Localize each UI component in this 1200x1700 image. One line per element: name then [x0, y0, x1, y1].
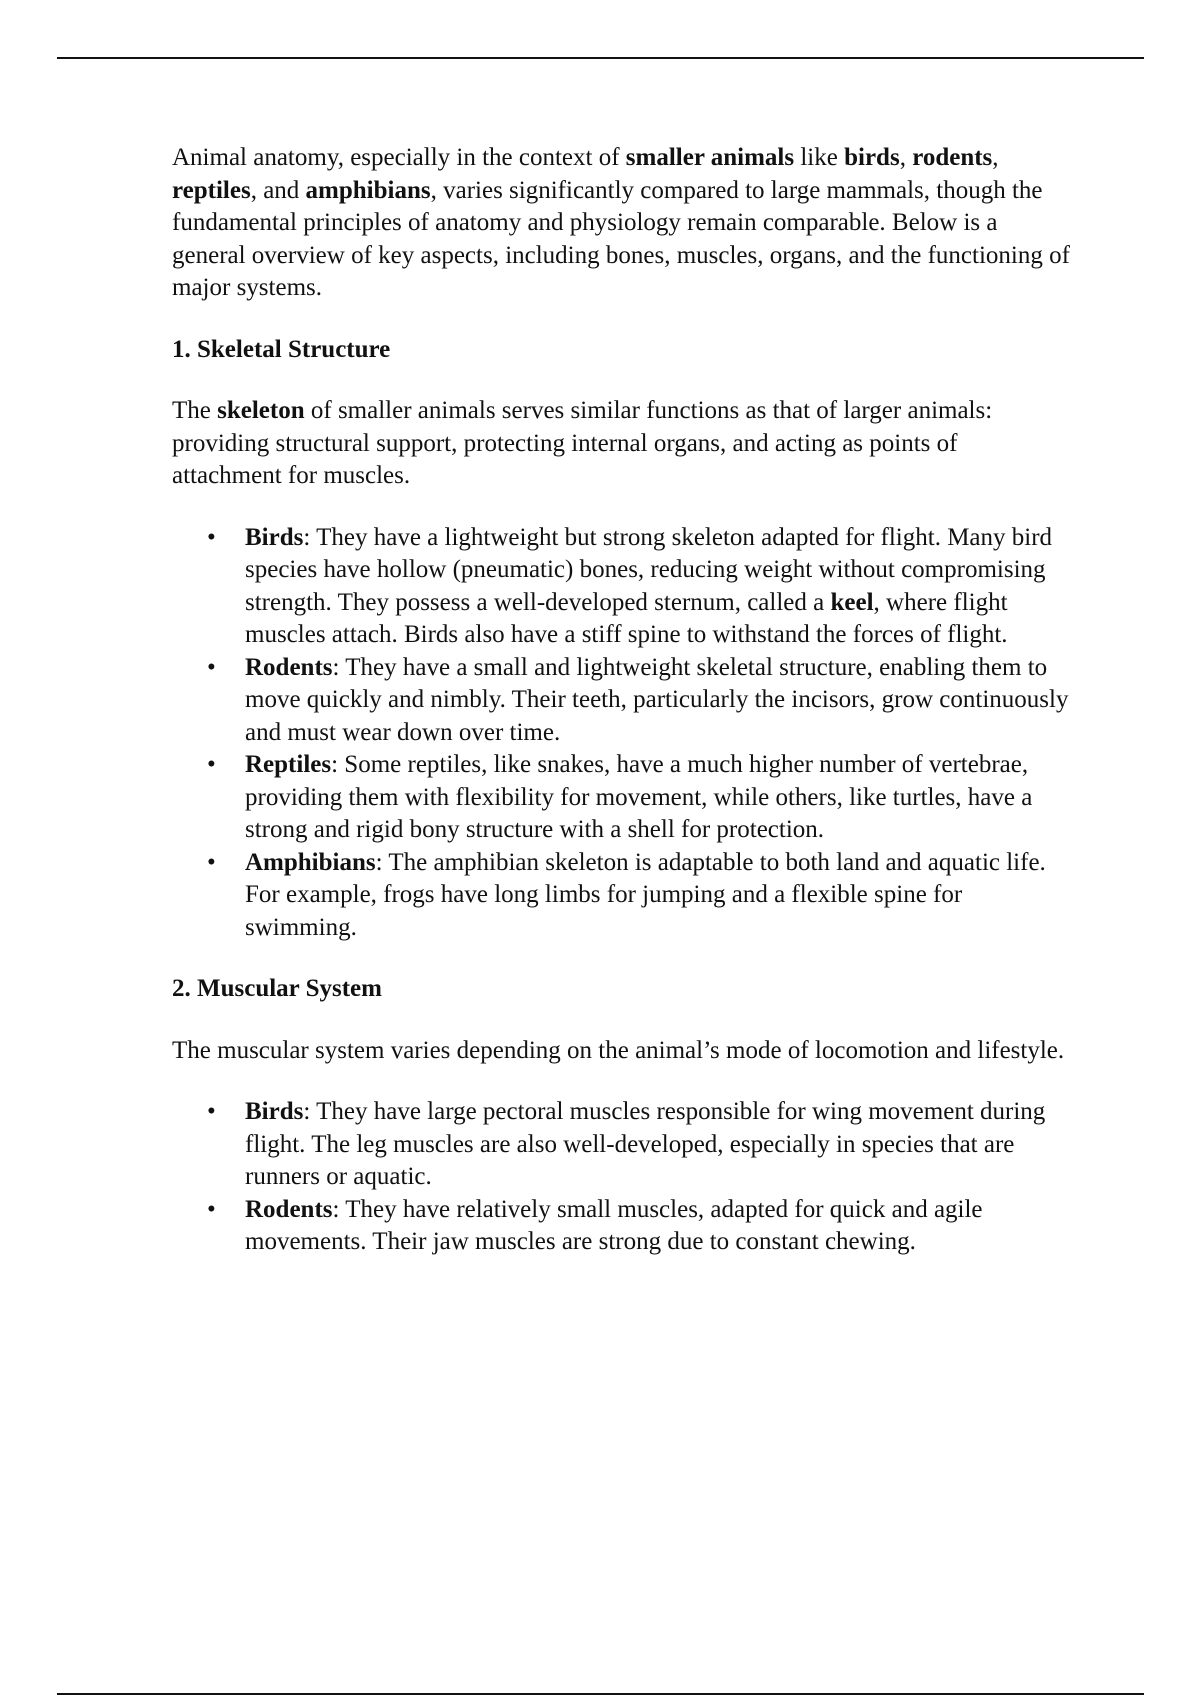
bullet-icon: • [207, 1098, 216, 1125]
list-item-birds: • Birds: They have large pectoral muscles responsible for wing movement during flight. The leg muscles are also well-developed, especially in species that are runners or aquatic. [207, 1098, 1046, 1190]
document-body [172, 142, 1072, 1288]
top-rule [57, 57, 1144, 59]
intro-paragraph: Animal anatomy, especially in the context of smaller animals like birds, rodents, reptiles, and amphibians, varies significantly compared to large mammals, though the fundamental principles of anatomy and physiology remain comparable. Below is a general overview of key aspects, including bones, muscles, organs, and the functioning of major systems. [172, 144, 1070, 301]
section-heading-skeletal: 1. Skeletal Structure [172, 335, 391, 363]
list-item-amphibians: • Amphibians: The amphibian skeleton is adaptable to both land and aquatic life. For example, frogs have long limbs for jumping and a flexible spine for swimming. [207, 848, 1046, 941]
bullet-icon: • [207, 523, 216, 551]
list-item-reptiles: • Reptiles: Some reptiles, like snakes, have a much higher number of vertebrae, providing them with flexibility for movement, while others, like turtles, have a strong and rigid bony structure with a shell for protection. [207, 751, 1033, 843]
bullet-icon: • [207, 653, 216, 681]
bottom-rule [57, 1693, 1144, 1695]
muscular-list [172, 1096, 1072, 1259]
skeletal-list [172, 522, 1072, 945]
skeletal-paragraph: The skeleton of smaller animals serves similar functions as that of larger animals: providing structural support, protecting internal organs, and acting as points of attachment for muscles. [172, 397, 993, 489]
list-item-rodents: • Rodents: They have relatively small muscles, adapted for quick and agile movements. Their jaw muscles are strong due to constant chewing. [207, 1195, 983, 1255]
muscular-paragraph: The muscular system varies depending on the animal’s mode of locomotion and lifestyle. [172, 1036, 1065, 1064]
list-item-birds: • Birds: They have a lightweight but strong skeleton adapted for flight. Many bird species have hollow (pneumatic) bones, reducing weight without compromising strength. They possess a well-developed sternum, called a keel, where flight muscles attach. Birds also have a stiff spine to withstand the forces of flight. [207, 523, 1053, 648]
bullet-icon: • [207, 848, 216, 876]
section-heading-muscular: 2. Muscular System [172, 975, 382, 1002]
bullet-icon: • [207, 751, 216, 778]
bullet-icon: • [207, 1195, 216, 1223]
list-item-rodents: • Rodents: They have a small and lightweight skeletal structure, enabling them to move quickly and nimbly. Their teeth, particularly the incisors, grow continuously and must wear down over time. [207, 653, 1069, 746]
